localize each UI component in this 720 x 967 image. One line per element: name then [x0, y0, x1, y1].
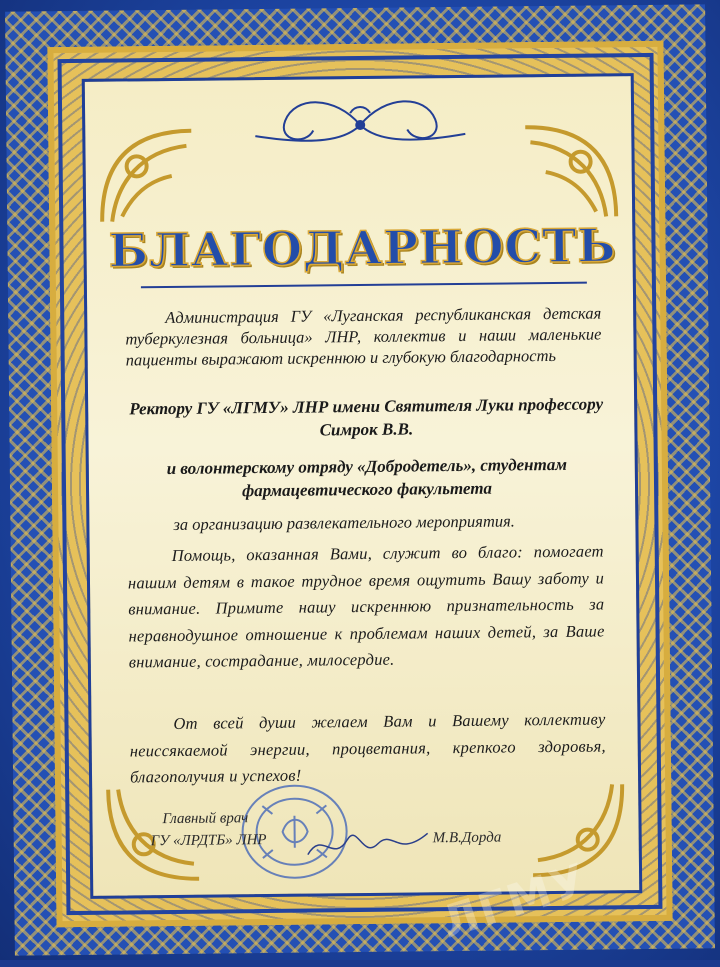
certificate-title: БЛАГОДАРНОСТЬ: [108, 218, 617, 278]
signatory-position-line2: ГУ «ЛРДТБ» ЛНР: [150, 832, 267, 850]
signatory-name: М.В.Дорда: [432, 829, 502, 847]
top-flourish-ornament: [235, 84, 486, 157]
intro-text: Администрация ГУ «Луганская республиканская детская туберкулезная больница» ЛНР, коллектив и наши маленькие пациенты выражают искреннюю и глубокую благодарность: [125, 303, 602, 370]
recipient-primary: Ректору ГУ «ЛГМУ» ЛНР имени Святителя Луки профессору Симрок В.В.: [129, 394, 604, 440]
signatory-position-line1: Главный врач: [162, 810, 249, 828]
body-paragraph-1: Помощь, оказанная Вами, служит во благо: помогает нашим детям в такое трудное время ощутить Вашу заботу и внимание. Примите нашу искреннюю признательность за неравнодушное отношение к проблемам наших детей, за Ваше внимание, сострадание, милосердие.: [127, 541, 605, 672]
corner-ornament-top-left: [91, 121, 202, 232]
title-underline: [141, 282, 587, 289]
handwritten-signature: [302, 818, 433, 869]
reason-line: за организацию развлекательного мероприятия.: [173, 511, 515, 534]
corner-ornament-top-right: [515, 116, 626, 227]
recipient-secondary: и волонтерскому отряду «Добродетель», студентам фармацевтического факультета: [166, 454, 568, 501]
watermark-logo: ЛГМУ: [435, 853, 595, 949]
certificate-sheet: [82, 73, 643, 899]
body-paragraph-2: От всей души желаем Вам и Вашему коллективу неиссякаемой энергии, процветания, крепкого здоровья, благополучия и успехов!: [129, 709, 606, 787]
